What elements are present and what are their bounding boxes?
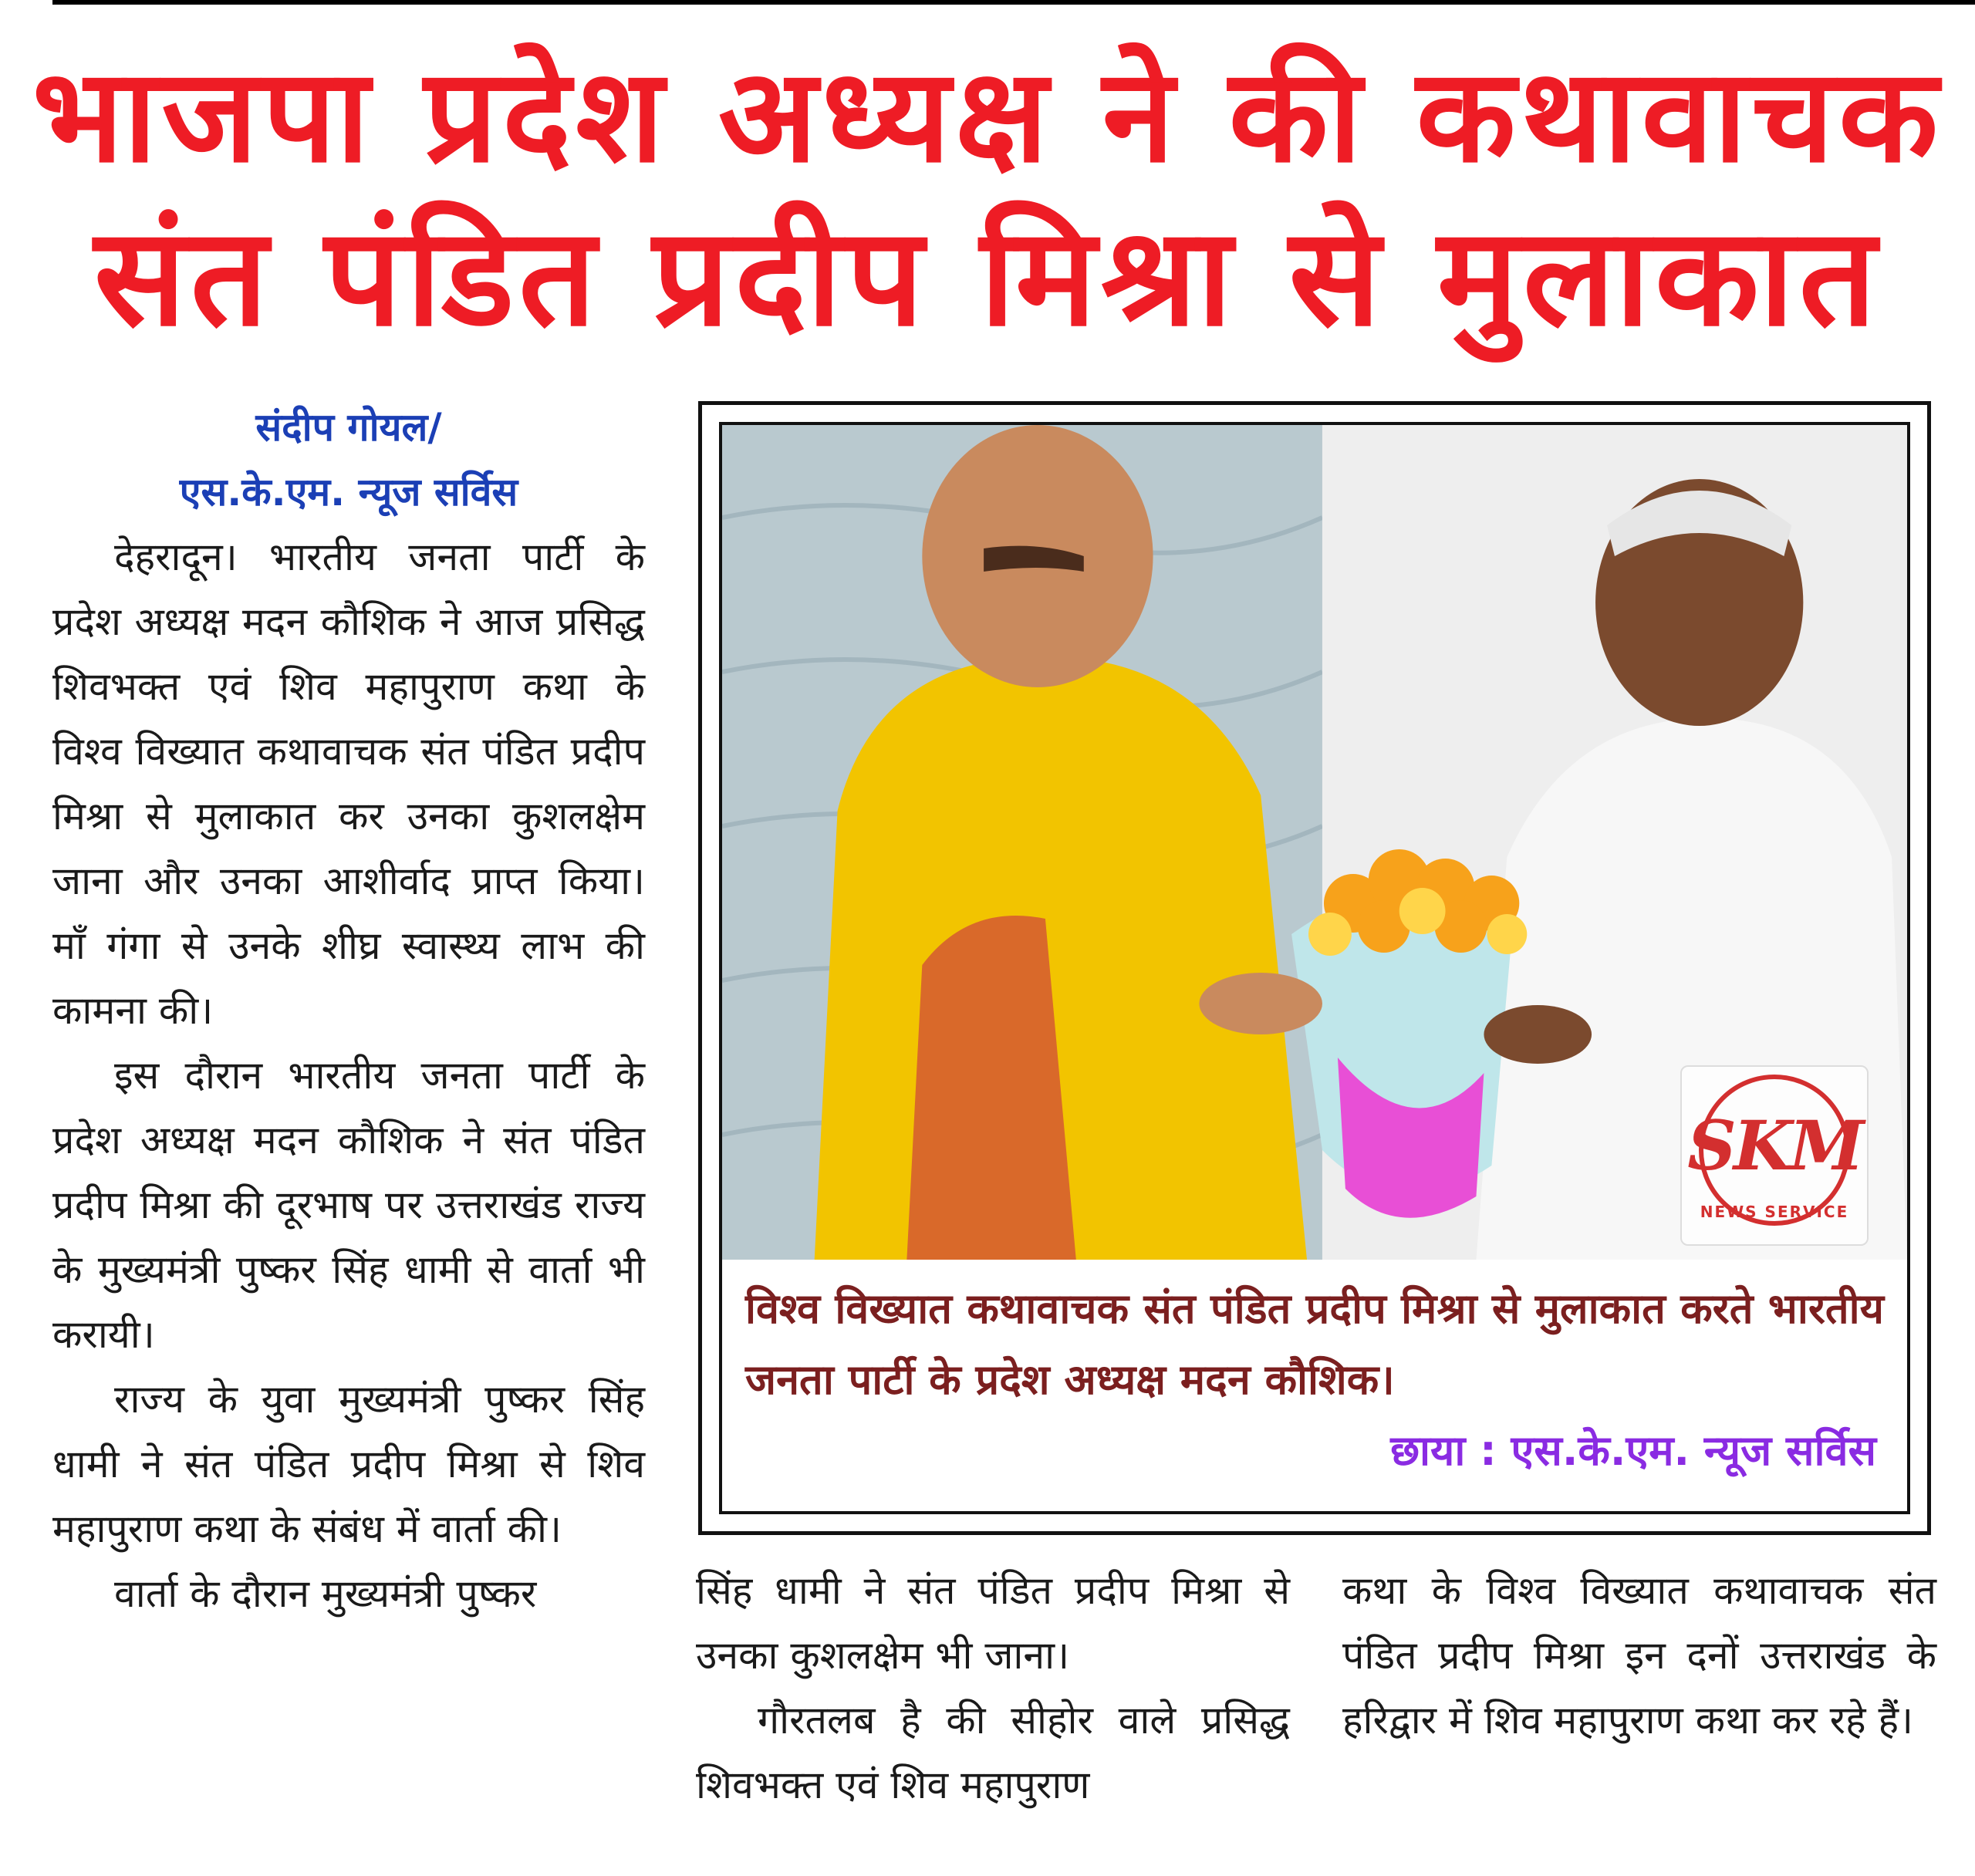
photo-credit: छाया : एस.के.एम. न्यूज सर्विस xyxy=(1390,1426,1876,1475)
article-paragraph: राज्य के युवा मुख्यमंत्री पुष्कर सिंह धामी ने संत पंडित प्रदीप मिश्रा से शिव महापुराण कथा के संबंध में वार्ता की। xyxy=(52,1377,645,1551)
logo-subtext: NEWS SERVICE xyxy=(1700,1203,1849,1221)
article-column-left xyxy=(52,395,645,1626)
photo-caption: विश्व विख्यात कथावाचक संत पंडित प्रदीप मिश्रा से मुलाकात करते भारतीय जनता पार्टी के प्रदेश अध्यक्ष मदन कौशिक। xyxy=(745,1284,1884,1404)
headline-line-2: संत पंडित प्रदीप मिश्रा से मुलाकात xyxy=(93,198,1882,356)
byline-author: संदीप गोयल/ xyxy=(255,405,442,450)
skm-logo xyxy=(1680,1065,1869,1246)
article-paragraph: वार्ता के दौरान मुख्यमंत्री पुष्कर xyxy=(114,1571,537,1616)
article-paragraph: इस दौरान भारतीय जनता पार्टी के प्रदेश अध्यक्ष मदन कौशिक ने संत पंडित प्रदीप मिश्रा की दूरभाष पर उत्तराखंड राज्य के मुख्यमंत्री पुष्कर सिंह धामी से वार्ता भी करायी। xyxy=(52,1053,645,1357)
article-column-right xyxy=(1342,1558,1936,1753)
logo-text: SKM xyxy=(1687,1105,1862,1186)
article-paragraph: गौरतलब है की सीहोर वाले प्रसिद्ध शिवभक्त एवं शिव महापुराण xyxy=(696,1698,1290,1807)
article-paragraph: देहरादून। भारतीय जनता पार्टी के प्रदेश अध्यक्ष मदन कौशिक ने आज प्रसिद्ध शिवभक्त एवं शिव महापुराण कथा के विश्व विख्यात कथावाचक संत पंडित प्रदीप मिश्रा से मुलाकात कर उनका कुशलक्षेम जाना और उनका आशीर्वाद प्राप्त किया। माँ गंगा से उनके शीघ्र स्वास्थ्य लाभ की कामना की। xyxy=(52,535,645,1033)
photo-frame xyxy=(698,401,1931,1535)
top-rule xyxy=(52,0,1975,5)
byline-agency: एस.के.एम. न्यूज सर्विस xyxy=(179,470,518,515)
photo-inner-frame xyxy=(719,422,1910,1514)
article-paragraph: कथा के विश्व विख्यात कथावाचक संत पंडित प्रदीप मिश्रा इन दनों उत्तराखंड के हरिद्वार में शिव महापुराण कथा कर रहे हैं। xyxy=(1342,1568,1936,1743)
article-paragraph: सिंह धामी ने संत पंडित प्रदीप मिश्रा से उनका कुशलक्षेम भी जाना। xyxy=(696,1568,1290,1678)
article-column-middle xyxy=(696,1558,1290,1817)
headline-line-1: भाजपा प्रदेश अध्यक्ष ने की कथावाचक xyxy=(32,40,1943,191)
